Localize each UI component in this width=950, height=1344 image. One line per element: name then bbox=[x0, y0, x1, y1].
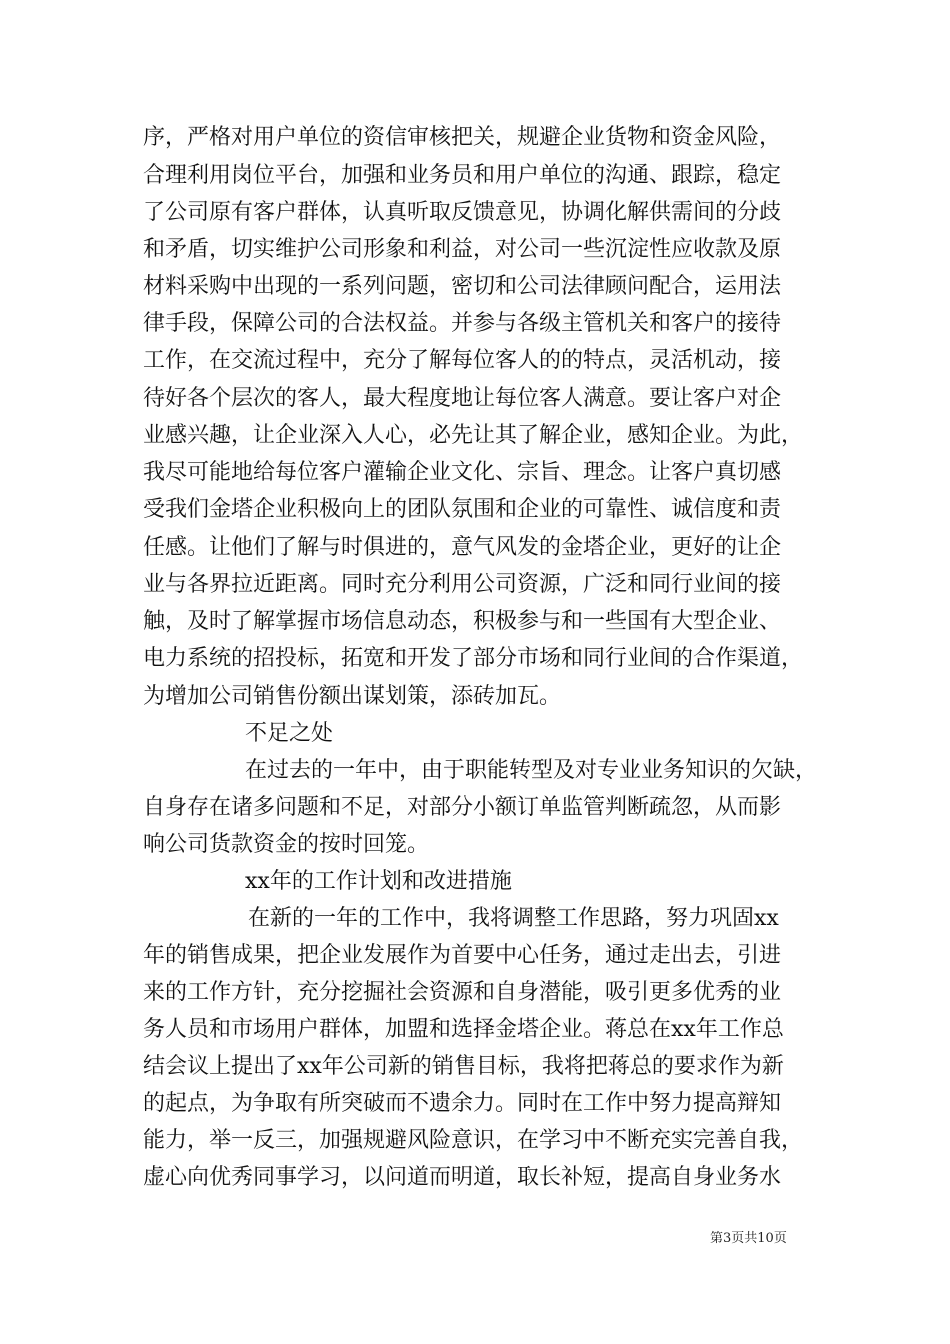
paragraph-line: 律手段，保障公司的合法权益。并参与各级主管机关和客户的接待 bbox=[143, 311, 782, 336]
paragraph-line: 电力系统的招投标，拓宽和开发了部分市场和同行业间的合作渠道， bbox=[143, 646, 804, 671]
paragraph-line: 在新的一年的工作中，我将调整工作思路，努力巩固xx bbox=[248, 906, 779, 931]
paragraph-line: 为增加公司销售份额出谋划策，添砖加瓦。 bbox=[143, 684, 562, 709]
paragraph-line: 的起点，为争取有所突破而不遗余力。同时在工作中努力提高辩知 bbox=[143, 1091, 782, 1116]
page-number-footer: 第3页共10页 bbox=[710, 1231, 787, 1246]
paragraph-line: 触，及时了解掌握市场信息动态，积极参与和一些国有大型企业、 bbox=[143, 609, 782, 634]
paragraph-line: 能力，举一反三，加强规避风险意识，在学习中不断充实完善自我， bbox=[143, 1128, 804, 1153]
paragraph-line: 响公司货款资金的按时回笼。 bbox=[143, 832, 430, 857]
paragraph-line: 务人员和市场用户群体，加盟和选择金塔企业。蒋总在xx年工作总 bbox=[143, 1017, 784, 1042]
paragraph-line: 了公司原有客户群体，认真听取反馈意见，协调化解供需间的分歧 bbox=[143, 200, 782, 225]
paragraph-line: 工作，在交流过程中，充分了解每位客人的的特点，灵活机动，接 bbox=[143, 348, 782, 373]
paragraph-line: 业感兴趣，让企业深入人心，必先让其了解企业，感知企业。为此， bbox=[143, 423, 804, 448]
paragraph-line: 合理利用岗位平台，加强和业务员和用户单位的沟通、跟踪，稳定 bbox=[143, 163, 782, 188]
section-heading-shortcomings: 不足之处 bbox=[245, 721, 334, 746]
paragraph-line: 任感。让他们了解与时俱进的，意气风发的金塔企业，更好的让企 bbox=[143, 535, 782, 560]
paragraph-line: 受我们金塔企业积极向上的团队氛围和企业的可靠性、诚信度和责 bbox=[143, 497, 782, 522]
paragraph-line: 我尽可能地给每位客户灌输企业文化、宗旨、理念。让客户真切感 bbox=[143, 460, 782, 485]
paragraph-line: 自身存在诸多问题和不足，对部分小额订单监管判断疏忽，从而影 bbox=[143, 795, 782, 820]
paragraph-line: 序，严格对用户单位的资信审核把关，规避企业货物和资金风险， bbox=[143, 125, 782, 150]
paragraph-line: 来的工作方针，充分挖掘社会资源和自身潜能，吸引更多优秀的业 bbox=[143, 980, 782, 1005]
section-heading-plan: xx年的工作计划和改进措施 bbox=[245, 869, 512, 894]
paragraph-line: 和矛盾，切实维护公司形象和利益，对公司一些沉淀性应收款及原 bbox=[143, 237, 782, 262]
paragraph-line: 待好各个层次的客人，最大程度地让每位客人满意。要让客户对企 bbox=[143, 386, 782, 411]
paragraph-line: 在过去的一年中，由于职能转型及对专业业务知识的欠缺， bbox=[245, 758, 818, 783]
paragraph-line: 年的销售成果，把企业发展作为首要中心任务，通过走出去，引进 bbox=[143, 943, 782, 968]
paragraph-line: 虚心向优秀同事学习，以问道而明道，取长补短，提高自身业务水 bbox=[143, 1165, 782, 1190]
paragraph-line: 材料采购中出现的一系列问题，密切和公司法律顾问配合，运用法 bbox=[143, 274, 782, 299]
paragraph-line: 业与各界拉近距离。同时充分利用公司资源，广泛和同行业间的接 bbox=[143, 572, 782, 597]
paragraph-line: 结会议上提出了xx年公司新的销售目标，我将把蒋总的要求作为新 bbox=[143, 1054, 784, 1079]
